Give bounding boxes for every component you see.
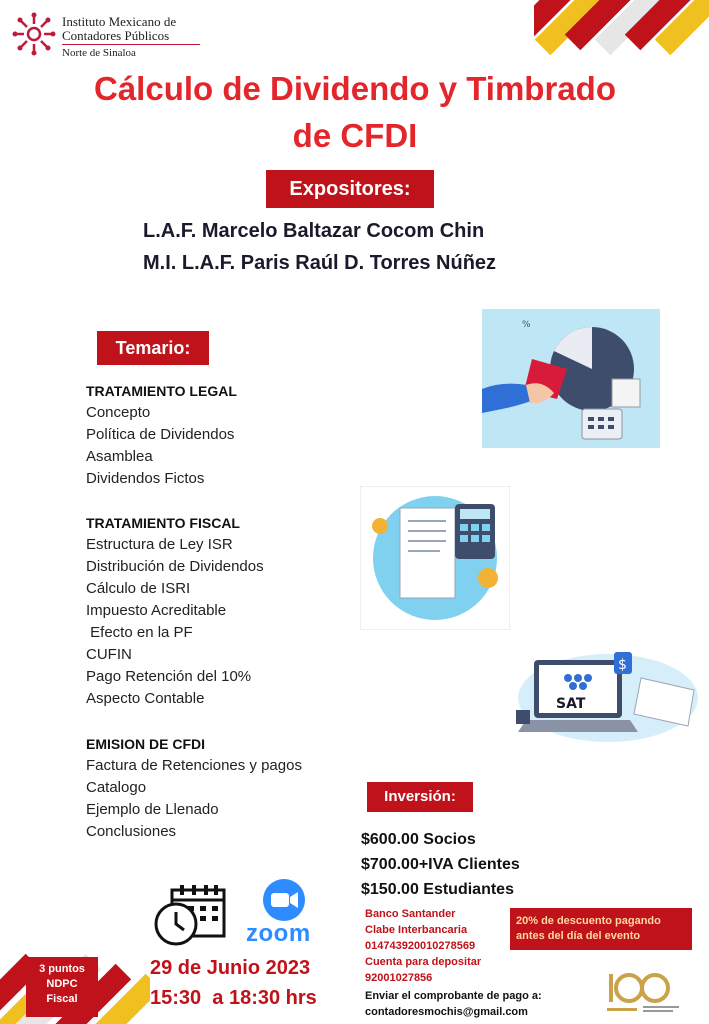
speaker-1: L.A.F. Marcelo Baltazar Cocom Chin <box>143 220 485 242</box>
svg-text:%: % <box>522 320 531 330</box>
agenda-item: Cálculo de ISRI <box>86 580 191 597</box>
calendar-clock-icon <box>152 884 228 948</box>
pie-chart-hand-icon <box>482 309 660 448</box>
event-date: 29 de Junio 2023 <box>150 957 311 979</box>
agenda-item: Impuesto Acreditable <box>86 602 227 619</box>
agenda-item: Aspecto Contable <box>86 690 205 707</box>
section-heading-legal: TRATAMIENTO LEGAL <box>86 383 237 399</box>
send-receipt-label: Enviar el comprobante de pago a: <box>365 990 542 1002</box>
org-name-line1: Instituto Mexicano de <box>62 14 177 29</box>
agenda-item: Política de Dividendos <box>86 426 235 443</box>
agenda-item: Ejemplo de Llenado <box>86 801 219 818</box>
section-heading-fiscal: TRATAMIENTO FISCAL <box>86 515 240 531</box>
zoom-logo-icon <box>262 878 306 922</box>
org-name-line2: Contadores Públicos <box>62 28 170 43</box>
section-heading-cfdi: EMISION DE CFDI <box>86 736 206 752</box>
agenda-item: Efecto en la PF <box>86 624 193 641</box>
price-members: $600.00 Socios <box>361 831 476 848</box>
agenda-item: Asamblea <box>86 448 153 465</box>
points-line: 3 puntos <box>39 963 85 975</box>
agenda-item: Concepto <box>86 404 151 421</box>
invoice-calculator-icon <box>360 486 510 630</box>
page-title-line2: de CFDI <box>292 117 418 154</box>
agenda-item: Conclusiones <box>86 823 177 840</box>
imcp-logo <box>12 12 202 62</box>
zoom-wordmark: zoom <box>246 920 311 947</box>
decorative-ribbon-top-right <box>534 0 709 62</box>
agenda-item: Estructura de Ley ISR <box>86 536 233 553</box>
anniversary-100-logo <box>603 968 683 1018</box>
price-students: $150.00 Estudiantes <box>361 881 514 898</box>
org-chapter: Norte de Sinaloa <box>62 47 136 59</box>
sat-laptop-icon <box>516 648 701 743</box>
agenda-item: Catalogo <box>86 779 147 796</box>
event-time: 15:30 a 18:30 hrs <box>150 987 317 1009</box>
bank-account-number: 92001027856 <box>365 972 433 984</box>
logo-divider <box>62 44 200 45</box>
speaker-2: M.I. L.A.F. Paris Raúl D. Torres Núñez <box>143 252 497 274</box>
discount-badge: 20% de descuento pagando antes del día del evento <box>510 908 692 950</box>
agenda-label: Temario: <box>97 331 209 365</box>
agenda-item: CUFIN <box>86 646 132 663</box>
price-clients: $700.00+IVA Clientes <box>361 856 520 873</box>
speakers-label: Expositores: <box>266 170 434 208</box>
investment-label: Inversión: <box>367 782 473 812</box>
imcp-emblem-icon <box>12 12 56 56</box>
bank-clabe-label: Clabe Interbancaria <box>365 924 468 936</box>
agenda-item: Dividendos Fictos <box>86 470 205 487</box>
bank-account-label: Cuenta para depositar <box>365 956 482 968</box>
page-title-line1: Cálculo de Dividendo y Timbrado <box>94 70 616 107</box>
bank-clabe-number: 014743920010278569 <box>365 940 476 952</box>
agenda-item: Factura de Retenciones y pagos <box>86 757 302 774</box>
points-line: NDPC <box>46 978 78 990</box>
agenda-item: Distribución de Dividendos <box>86 558 264 575</box>
svg-text:SAT: SAT <box>556 696 586 712</box>
contact-email: contadoresmochis@gmail.com <box>365 1006 528 1018</box>
agenda-item: Pago Retención del 10% <box>86 668 252 685</box>
svg-text:$: $ <box>618 657 627 673</box>
points-line: Fiscal <box>46 993 78 1005</box>
bank-name: Banco Santander <box>365 908 456 920</box>
ndpc-points-badge <box>26 957 98 1017</box>
